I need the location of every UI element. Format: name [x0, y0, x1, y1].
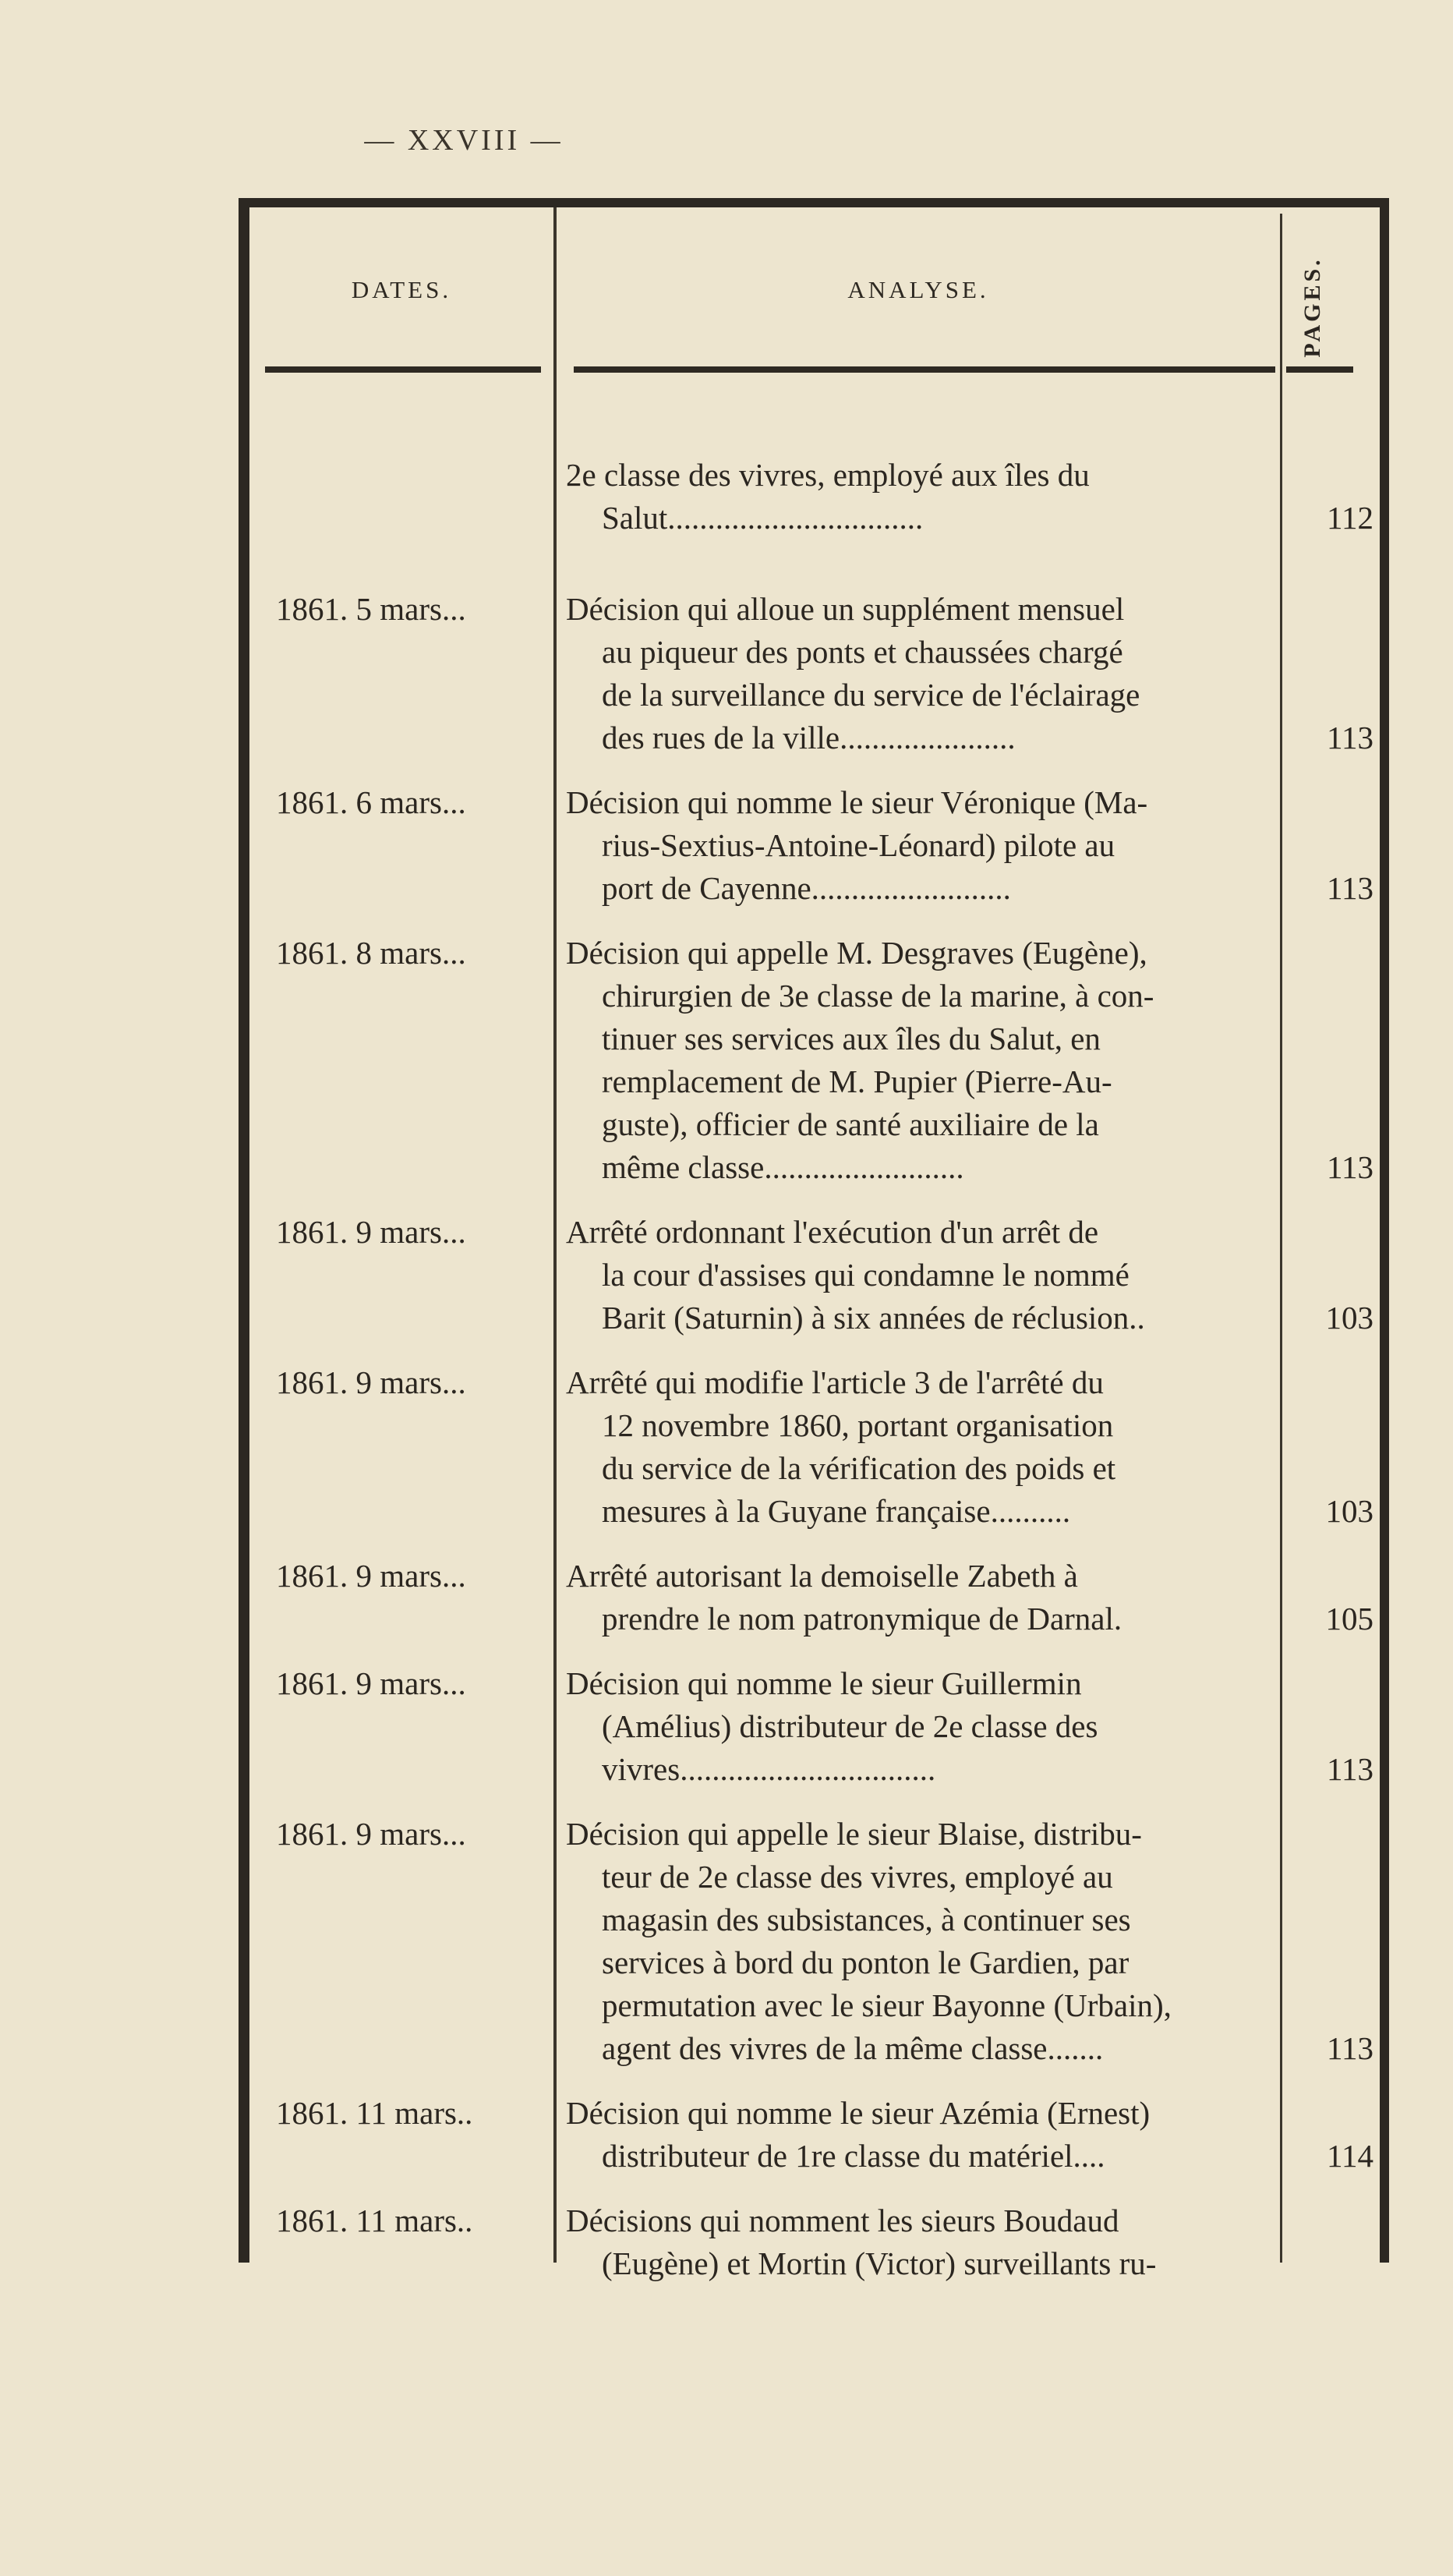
analysis-line: services à bord du ponton le Gardien, par — [602, 1944, 1130, 1980]
entry-analysis — [566, 781, 1285, 910]
analysis-line: guste), officier de santé auxiliaire de la — [602, 1106, 1099, 1142]
table-row — [239, 1361, 1389, 1533]
entry-analysis — [566, 932, 1285, 1189]
analysis-line: Arrêté autorisant la demoiselle Zabeth à — [566, 1558, 1078, 1594]
entry-analysis — [566, 454, 1285, 540]
analysis-line: chirurgien de 3e classe de la marine, à con- — [602, 978, 1154, 1014]
analysis-line: 2e classe des vivres, employé aux îles du — [566, 457, 1090, 493]
table-top-border — [239, 198, 1389, 207]
analysis-line: au piqueur des ponts et chaussées chargé — [602, 634, 1123, 670]
entry-date: 1861. 9 mars... — [276, 1816, 466, 1852]
entry-date: 1861. 9 mars... — [276, 1364, 466, 1400]
header-rule-pages — [1286, 366, 1353, 373]
entry-date: 1861. 8 mars... — [276, 935, 466, 971]
entry-analysis — [566, 588, 1285, 759]
analysis-line: Décision qui nomme le sieur Azémia (Ernest) — [566, 2095, 1151, 2131]
entry-date: 1861. 11 mars.. — [276, 2203, 473, 2238]
analysis-line: Salut................................ — [602, 500, 924, 536]
entry-page-number: 103 — [1325, 1300, 1373, 1336]
analysis-line: même classe......................... — [602, 1149, 964, 1185]
analysis-line: Barit (Saturnin) à six années de réclusion.. — [602, 1300, 1145, 1336]
table-row — [239, 932, 1389, 1189]
analysis-line: tinuer ses services aux îles du Salut, en — [602, 1021, 1101, 1056]
analysis-line: (Eugène) et Mortin (Victor) surveillants ru- — [602, 2245, 1157, 2281]
analysis-line: vivres................................ — [602, 1751, 936, 1787]
entry-date: 1861. 9 mars... — [276, 1558, 466, 1594]
analysis-line: remplacement de M. Pupier (Pierre-Au- — [602, 1063, 1112, 1099]
entry-page-number: 103 — [1325, 1493, 1373, 1529]
entry-analysis — [566, 2092, 1285, 2178]
analysis-line: port de Cayenne......................... — [602, 870, 1011, 906]
entry-page-number: 114 — [1327, 2138, 1373, 2174]
header-pages — [1288, 245, 1338, 370]
entry-date: 1861. 6 mars... — [276, 784, 466, 820]
analysis-line: la cour d'assises qui condamne le nommé — [602, 1257, 1130, 1293]
analysis-line: Arrêté qui modifie l'article 3 de l'arrêté du — [566, 1364, 1104, 1400]
table-body — [239, 432, 1389, 2285]
entry-date: 1861. 9 mars... — [276, 1665, 466, 1701]
header-rule-dates — [265, 366, 541, 373]
table-row — [239, 1662, 1389, 1791]
analysis-line: (Amélius) distributeur de 2e classe des — [602, 1708, 1098, 1744]
entry-page-number: 105 — [1325, 1601, 1373, 1637]
analysis-line: Décision qui appelle le sieur Blaise, distribu- — [566, 1816, 1142, 1852]
entry-page-number: 113 — [1327, 2030, 1373, 2066]
analysis-line: permutation avec le sieur Bayonne (Urbain), — [602, 1987, 1172, 2023]
table-row — [239, 1813, 1389, 2070]
analysis-line: Décision qui alloue un supplément mensuel — [566, 591, 1125, 627]
header-analyse: ANALYSE. — [847, 276, 989, 303]
analysis-line: Décision qui nomme le sieur Guillermin — [566, 1665, 1082, 1701]
analysis-line: rius-Sextius-Antoine-Léonard) pilote au — [602, 827, 1115, 863]
analysis-line: Arrêté ordonnant l'exécution d'un arrêt de — [566, 1214, 1099, 1250]
table-row — [239, 781, 1389, 910]
analysis-line: distributeur de 1re classe du matériel.... — [602, 2138, 1105, 2174]
index-table — [239, 198, 1389, 2281]
header-pages-label: PAGES. — [1299, 257, 1325, 358]
analysis-line: du service de la vérification des poids et — [602, 1450, 1116, 1486]
header-rule-analyse — [574, 366, 1275, 373]
entry-analysis — [566, 1211, 1285, 1339]
analysis-line: prendre le nom patronymique de Darnal. — [602, 1601, 1122, 1637]
entry-analysis — [566, 2199, 1285, 2285]
analysis-line: des rues de la ville...................... — [602, 720, 1016, 755]
entry-page-number: 113 — [1327, 1149, 1373, 1185]
entry-page-number: 113 — [1327, 870, 1373, 906]
table-row — [239, 2092, 1389, 2178]
page-folio: — XXVIII — — [364, 124, 564, 157]
entry-page-number: 112 — [1327, 500, 1373, 536]
analysis-line: teur de 2e classe des vivres, employé au — [602, 1859, 1113, 1895]
entry-analysis — [566, 1555, 1285, 1640]
entry-page-number: 113 — [1327, 720, 1373, 755]
analysis-line: Décision qui nomme le sieur Véronique (Ma- — [566, 784, 1148, 820]
table-row — [239, 2199, 1389, 2285]
analysis-line: Décision qui appelle M. Desgraves (Eugène), — [566, 935, 1147, 971]
analysis-line: magasin des subsistances, à continuer ses — [602, 1902, 1131, 1937]
entry-analysis — [566, 1361, 1285, 1533]
entry-date: 1861. 9 mars... — [276, 1214, 466, 1250]
analysis-line: 12 novembre 1860, portant organisation — [602, 1407, 1114, 1443]
entry-page-number: 113 — [1327, 1751, 1373, 1787]
analysis-line: Décisions qui nomment les sieurs Boudaud — [566, 2203, 1119, 2238]
table-row — [239, 1555, 1389, 1640]
table-row — [239, 588, 1389, 759]
entry-analysis — [566, 1813, 1285, 2070]
entry-analysis — [566, 1662, 1285, 1791]
analysis-line: mesures à la Guyane française.......... — [602, 1493, 1071, 1529]
entry-date: 1861. 11 mars.. — [276, 2095, 473, 2131]
entry-date: 1861. 5 mars... — [276, 591, 466, 627]
analysis-line: de la surveillance du service de l'éclairage — [602, 677, 1140, 713]
table-row — [239, 1211, 1389, 1339]
header-dates: DATES. — [351, 276, 452, 303]
analysis-line: agent des vivres de la même classe....... — [602, 2030, 1104, 2066]
table-row — [239, 454, 1389, 540]
